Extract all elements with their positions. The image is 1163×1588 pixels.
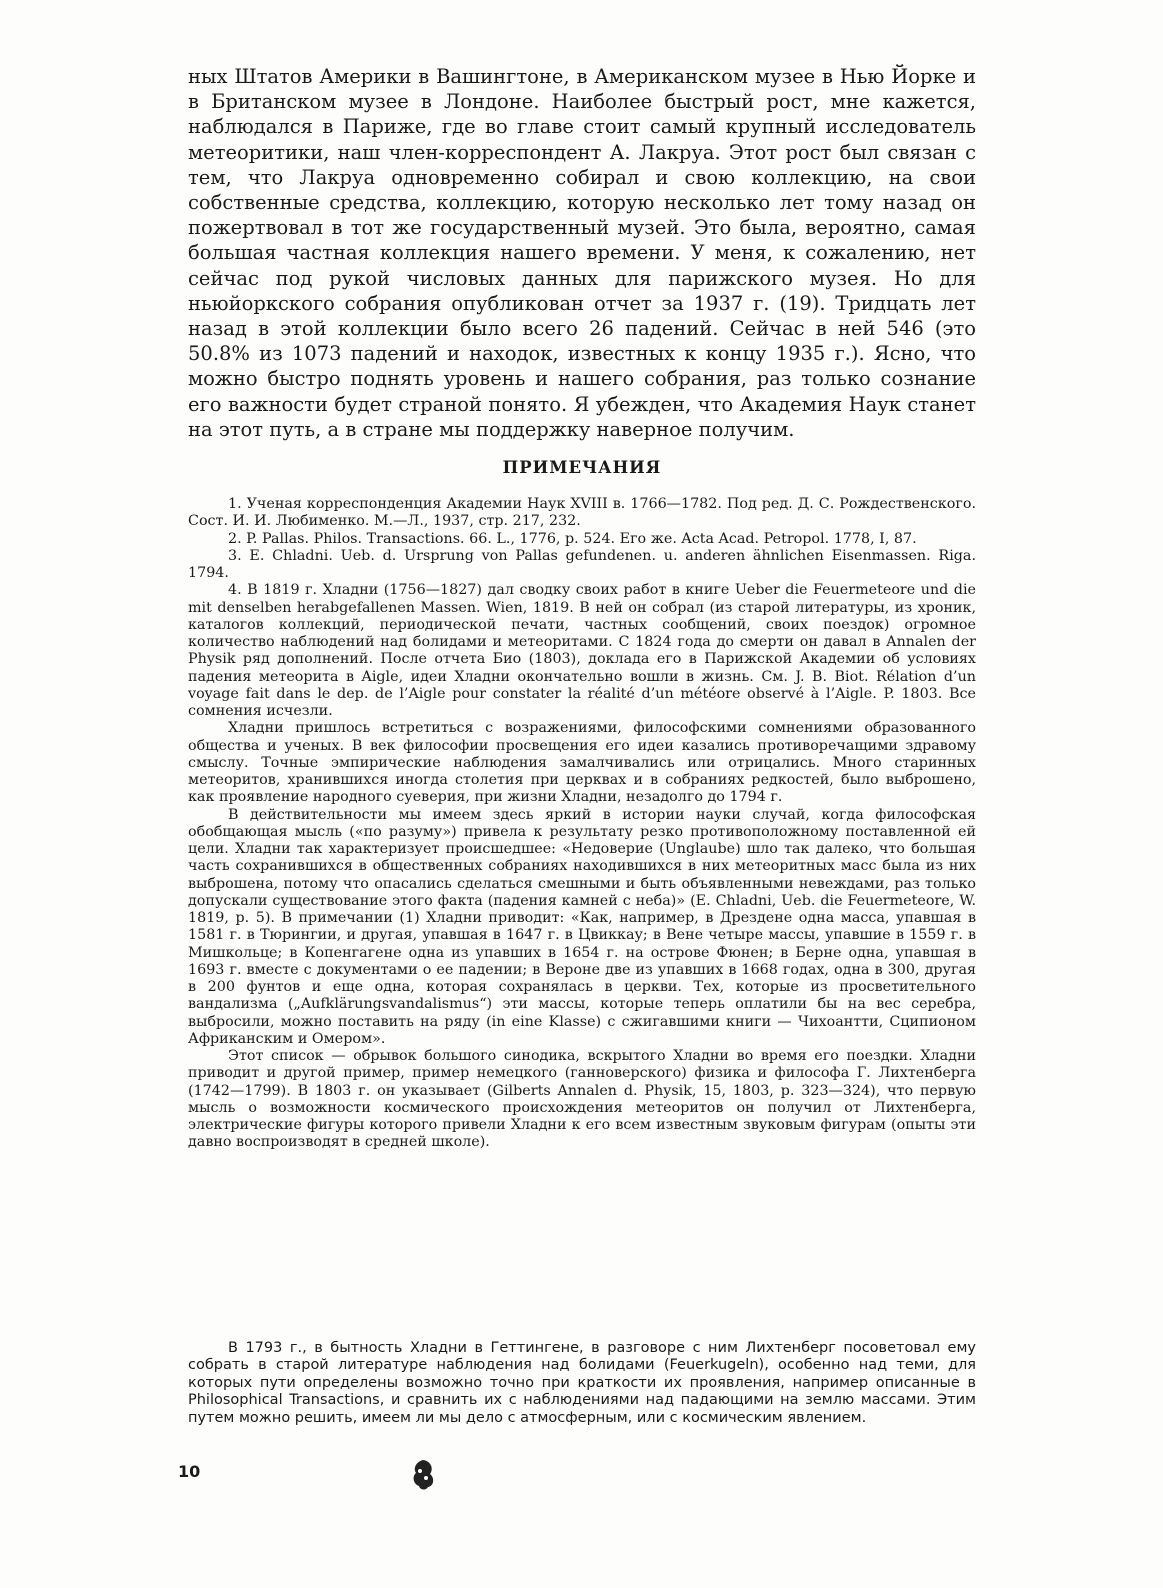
note-4-continuation-1: Хладни пришлось встретиться с возражениями, философскими сомнениями образованного общества и ученых. В век философии просвещения его идеи казались противоречащими здравому смыслу. Точные эмпирические наблюдения замалчивались или отрицались. Много старинных метеоритов, хранившихся иногда столетия при церквах и в собраниях редкостей, было выброшено, как проявление народного суеверия, при жизни Хладни, незадолго до 1794 г. (188, 720, 976, 806)
main-paragraph: ных Штатов Америки в Вашингтоне, в Американском музее в Нью Йорке и в Британском музее в Лондоне. Наиболее быстрый рост, мне кажется, наблюдался в Париже, где во главе стоит самый крупный исследователь метеоритики, наш член-корреспондент А. Лакруа. Этот рост был связан с тем, что Лакруа одновременно собирал и свою коллекцию, на свои собственные средства, коллекцию, которую несколько лет тому назад он пожертвовал в тот же государственный музей. Это была, вероятно, самая большая частная коллекция нашего времени. У меня, к сожалению, нет сейчас под рукой числовых данных для парижского музея. Но для ньюйоркского собрания опубликован отчет за 1937 г. (19). Тридцать лет назад в этой коллекции было всего 26 падений. Сейчас в ней 546 (это 50.8% из 1073 падений и находок, известных к концу 1935 г.). Ясно, что можно быстро поднять уровень и нашего собрания, раз только сознание его важности будет страной понято. Я убежден, что Академия Наук станет на этот путь, а в стране мы поддержку наверное получим. (188, 65, 976, 441)
footnote: В 1793 г., в бытность Хладни в Геттингене, в разговоре с ним Лихтенберг посоветовал ему собрать в старой литературе наблюдения над болидами (Feuerkugeln), особенно над теми, для которых пути определены возможно точно при краткости их проявления, например описанные в Philosophical Transactions, и сравнить их с наблюдениями над падающими на землю массами. Этим путем можно решить, имеем ли мы дело с атмосферным, или с космическим явлением. (188, 1340, 976, 1426)
note-1: 1. Ученая корреспонденция Академии Наук XVIII в. 1766—1782. Под ред. Д. С. Рождественского. Сост. И. И. Любименко. М.—Л., 1937, стр. 217, 232. (188, 496, 976, 530)
note-2: 2. P. Pallas. Philos. Transactions. 66. L., 1776, p. 524. Его же. Acta Acad. Petropol. 1778, I, 87. (228, 530, 917, 547)
notes-section (188, 496, 976, 1152)
page-number: 10 (178, 1462, 201, 1481)
note-4-continuation-2: В действительности мы имеем здесь яркий в истории науки случай, когда философская обобщающая мысль («по разуму») привела к результату резко противоположному поставленной ей цели. Хладни так характеризует происшедшее: «Недоверие (Unglaube) шло так далеко, что большая часть сохранившихся в общественных собраниях находившихся в них метеоритных масс была из них выброшена, потому что опасались сделаться смешными и быть объявленными невеждами, раз только допускали существование этого факта (падения камней с неба)» (E. Chladni, Ueb. die Feuermeteore, W. 1819, p. 5). В примечании (1) Хладни приводит: «Как, например, в Дрездене одна масса, упавшая в 1581 г. в Тюрингии, и другая, упавшая в 1647 г. в Цвиккау; в Вене четыре массы, упавшие в 1559 г. в Мишкольце; в Копенгагене одна из упавших в 1654 г. на острове Фюнен; в Берне одна, упавшая в 1693 г. вместе с документами о ее падении; в Вероне две из упавших в 1668 годах, одна в 300, другая в 200 фунтов и еще одна, которая сохранялась в церкви. Тех, которые из просветительного вандализма („Aufklärungsvandalismus“) эти массы, которые теперь оплатили бы на вес серебра, выбросили, можно поставить на ряду (in eine Klasse) с сжигавшими книги — Чихоантти, Сципионом Африканским и Омером». (188, 806, 976, 1047)
note-3: 3. E. Chladni. Ueb. d. Ursprung von Pallas gefundenen. u. anderen ähnlichen Eisenmassen. Riga. 1794. (188, 547, 976, 581)
printer-ornament-icon (410, 1458, 436, 1492)
note-4: 4. В 1819 г. Хладни (1756—1827) дал сводку своих работ в книге Ueber die Feuermeteore und die mit denselben herabgefallenen Massen. Wien, 1819. В ней он собрал (из старой литературы, из хроник, каталогов коллекций, периодической печати, частных сообщений, своих поездок) огромное количество наблюдений над болидами и метеоритами. С 1824 года до смерти он давал в Annalen der Physik ряд дополнений. После отчета Био (1803), доклада его в Парижской Академии об условиях падения метеорита в Aigle, идеи Хладни окончательно вошли в жизнь. См. J. B. Biot. Rélation d’un voyage fait dans le dep. de l’Aigle pour constater la réalité d’un météore observé à l’Aigle. P. 1803. Все сомнения исчезли. (188, 582, 976, 719)
notes-heading: ПРИМЕЧАНИЯ (502, 458, 662, 477)
note-4-continuation-3: Этот список — обрывок большого синодика, вскрытого Хладни во время его поездки. Хладни приводит и другой пример, пример немецкого (ганноверского) физика и философа Г. Лихтенберга (1742—1799). В 1803 г. он указывает (Gilberts Annalen d. Physik, 15, 1803, p. 323—324), что первую мысль о возможности космического происхождения метеоритов он получил от Лихтенберга, электрические фигуры которого привели Хладни к его всем известным звуковым фигурам (опыты эти давно воспроизводят в средней школе). (188, 1048, 976, 1151)
